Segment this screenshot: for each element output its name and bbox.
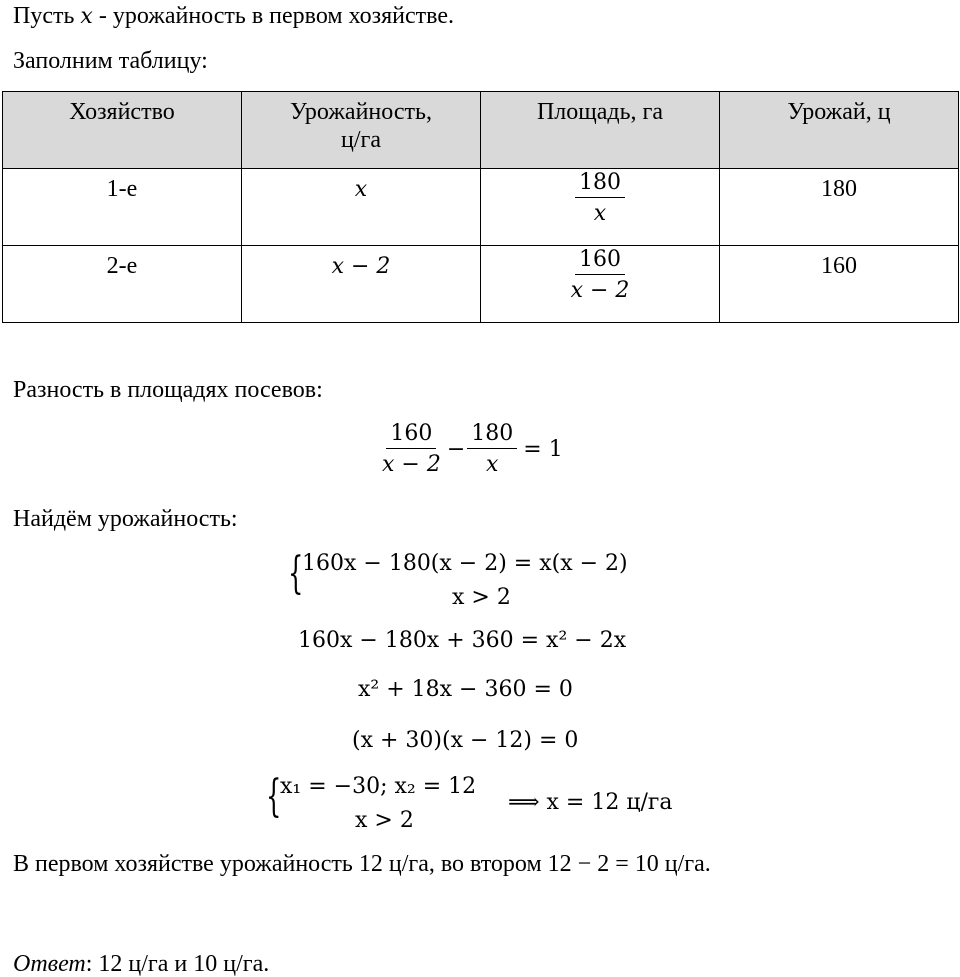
cell-yield: x − 2 (242, 246, 481, 323)
fill-table-label: Заполним таблицу: (13, 48, 208, 74)
table-header-row (3, 92, 959, 169)
cell-area (481, 246, 720, 323)
header-farm: Хозяйство (3, 92, 242, 169)
fraction-180: $\frac{180}{x}$ (467, 422, 517, 477)
fraction-160: $\frac{160}{x - 2}$ (382, 421, 441, 477)
cell-area (481, 169, 720, 246)
system1-line1: 160x − 180(x − 2) = x(x − 2) (302, 551, 628, 576)
equation-1: 160x − 180x + 360 = x² − 2x (298, 628, 627, 653)
system-brace-1: { (288, 548, 304, 599)
answer-line (13, 952, 269, 976)
system1-line2: x > 2 (452, 585, 511, 610)
solve-label: Найдём урожайность: (13, 506, 238, 532)
fraction: $\frac{160}{x - 2}$ (570, 247, 630, 303)
answer-text: : 12 ц/га и 10 ц/га. (85, 951, 270, 977)
system-brace-2: { (266, 771, 282, 822)
fraction: $\frac{180}{x}$ (575, 171, 625, 226)
data-table (2, 91, 959, 323)
header-area: Площадь, га (481, 92, 720, 169)
header-harvest: Урожай, ц (720, 92, 959, 169)
intro-line: Пусть x - урожайность в первом хозяйстве. (13, 3, 455, 29)
header-yield: Урожайность, ц/га (242, 92, 481, 169)
cell-harvest: 160 (720, 246, 959, 323)
conclusion-text: В первом хозяйстве урожайность 12 ц/га, во втором 12 − 2 = 10 ц/га. (13, 851, 711, 877)
cell-yield: x (242, 169, 481, 246)
variable-x: x (80, 4, 93, 29)
table-row (3, 246, 959, 323)
system2-line2: x > 2 (355, 808, 414, 833)
difference-equation: $\frac{160}{x - 2}$ − $\frac{180}{x}$ = 1 (378, 422, 563, 477)
equation-2: x² + 18x − 360 = 0 (358, 677, 573, 702)
system2-line1: x₁ = −30; x₂ = 12 (280, 774, 477, 799)
difference-label: Разность в площадях посевов: (13, 377, 323, 403)
implies-result: ⟹ x = 12 ц/га (508, 790, 673, 815)
cell-farm: 2-е (3, 246, 242, 323)
table-row (3, 169, 959, 246)
cell-farm: 1-е (3, 169, 242, 246)
equation-3: (x + 30)(x − 12) = 0 (352, 728, 579, 753)
cell-harvest: 180 (720, 169, 959, 246)
answer-label: Ответ (13, 951, 86, 977)
